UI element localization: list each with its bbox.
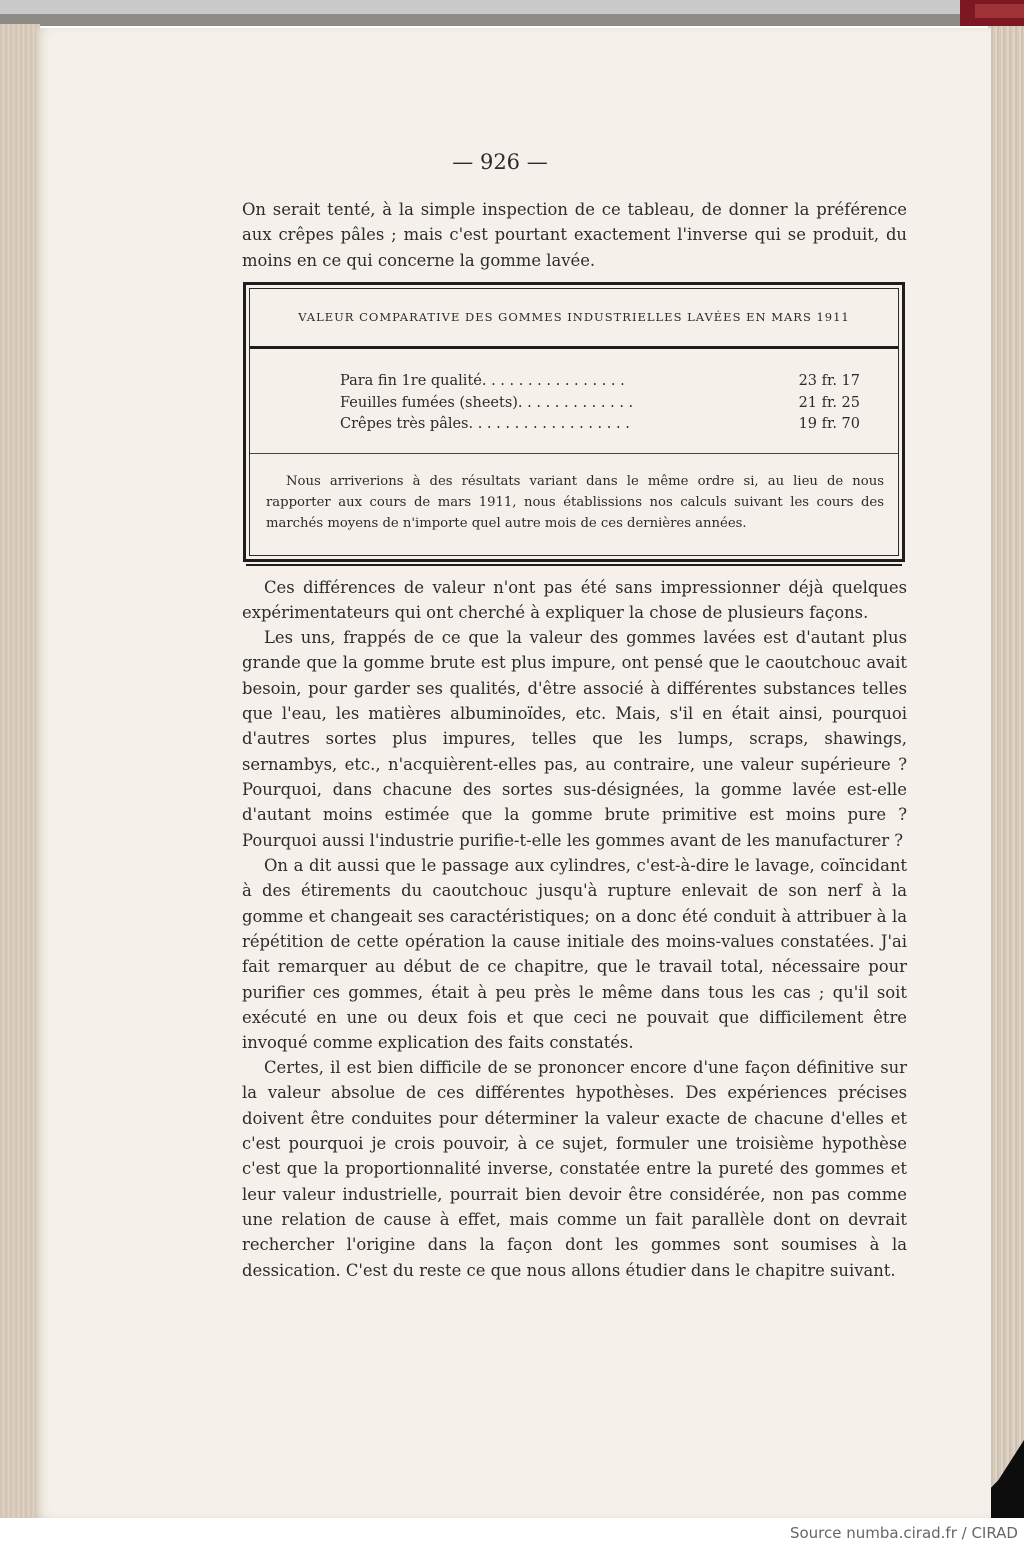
table-bottom-rule	[246, 564, 902, 566]
table-row-value: 23 fr. 17	[798, 373, 860, 389]
table-row	[340, 393, 860, 415]
book-cover-red-highlight	[975, 4, 1024, 18]
table-rows	[340, 371, 860, 436]
page-stack-left	[0, 24, 40, 1518]
source-credit: Source numba.cirad.fr / CIRAD	[789, 1524, 1018, 1542]
table-row-label: Feuilles fumées (sheets). . . . . . . . . . . . .	[340, 394, 634, 411]
page-number: — 926 —	[452, 150, 548, 174]
table-row-label: Crêpes très pâles. . . . . . . . . . . . . . . . . .	[340, 416, 630, 432]
paragraph-cylinder-hypothesis: On a dit aussi que le passage aux cylindres, c'est-à-dire le lavage, coïncidant à des étirements du caoutchouc jusqu'à rupture enlevait de son nerf à la gomme et changeait ses caractéristiques; on a donc été conduit à attribuer à la répétition de cette opération la cause initiale des moins-values constatées. J'ai fait remarquer au début de ce chapitre, que le travail total, nécessaire pour purifier ces gommes, était à peu près le même dans tous les cas ; qu'il soit exécuté en une ou deux fois et que ceci ne pouvait que difficilement être invoqué comme explication des faits constatés.	[242, 856, 907, 1053]
table-row	[340, 371, 860, 393]
paragraph-differences: Ces différences de valeur n'ont pas été sans impressionner déjà quelques expérimentateurs qui ont cherché à expliquer la chose de plusieurs façons.	[242, 578, 907, 623]
table-row-value: 19 fr. 70	[798, 416, 860, 432]
intro-paragraph: On serait tenté, à la simple inspection de ce tableau, de donner la préférence aux crêpes pâles ; mais c'est pourtant exactement l'inverse qui se produit, du moins en ce qui concerne la gomme lavée.	[242, 200, 907, 270]
table-note: Nous arriverions à des résultats variant dans le même ordre si, au lieu de nous rapporter aux cours de mars 1911, nous établissions nos calculs suivant les cours des marchés moyens de n'importe quel autre mois de ces dernières années.	[266, 474, 884, 531]
table-title: VALEUR COMPARATIVE DES GOMMES INDUSTRIELLES LAVÉES EN MARS 1911	[298, 310, 850, 324]
book-cover-edge	[0, 14, 990, 26]
table-header-rule	[250, 346, 898, 349]
table-row-value: 21 fr. 25	[798, 394, 860, 411]
comparison-table-box	[243, 282, 905, 562]
table-row-label: Para fin 1re qualité. . . . . . . . . . . . . . . .	[340, 373, 625, 389]
page-stack-right	[988, 26, 1024, 1520]
paragraph-impurity-hypothesis: Les uns, frappés de ce que la valeur des gommes lavées est d'autant plus grande que la gomme brute est plus impure, ont pensé que le caoutchouc avait besoin, pour garder ses qualités, d'être associé à différentes substances telles que l'eau, les matières albuminoïdes, etc. Mais, s'il en était ainsi, pourquoi d'autres sortes plus impures, telles que les lumps, scraps, shawings, sernambys, etc., n'acquièrent-elles pas, au contraire, une valeur supérieure ? Pourquoi, dans chacune des sortes sus-désignées, la gomme lavée est-elle d'autant moins estimée que la gomme brute primitive est moins pure ? Pourquoi aussi l'industrie purifie-t-elle les gommes avant de les manufacturer ?	[242, 628, 907, 850]
paragraph-third-hypothesis: Certes, il est bien difficile de se prononcer encore d'une façon définitive sur la valeur absolue de ces différentes hypothèses. Des expériences précises doivent être conduites pour déterminer la valeur exacte de chacune d'elles et c'est pourquoi je crois pouvoir, à ce sujet, formuler une troisième hypothèse c'est que la proportionnalité inverse, constatée entre la pureté des gommes et leur valeur industrielle, pourrait bien devoir être considérée, non pas comme une relation de cause à effet, mais comme un fait parallèle dont on devrait rechercher l'origine dans la façon dont les gommes sont soumises à la dessication. C'est du reste ce que nous allons étudier dans le chapitre suivant.	[242, 1058, 907, 1280]
table-row	[340, 414, 860, 436]
table-note-rule	[250, 453, 898, 454]
